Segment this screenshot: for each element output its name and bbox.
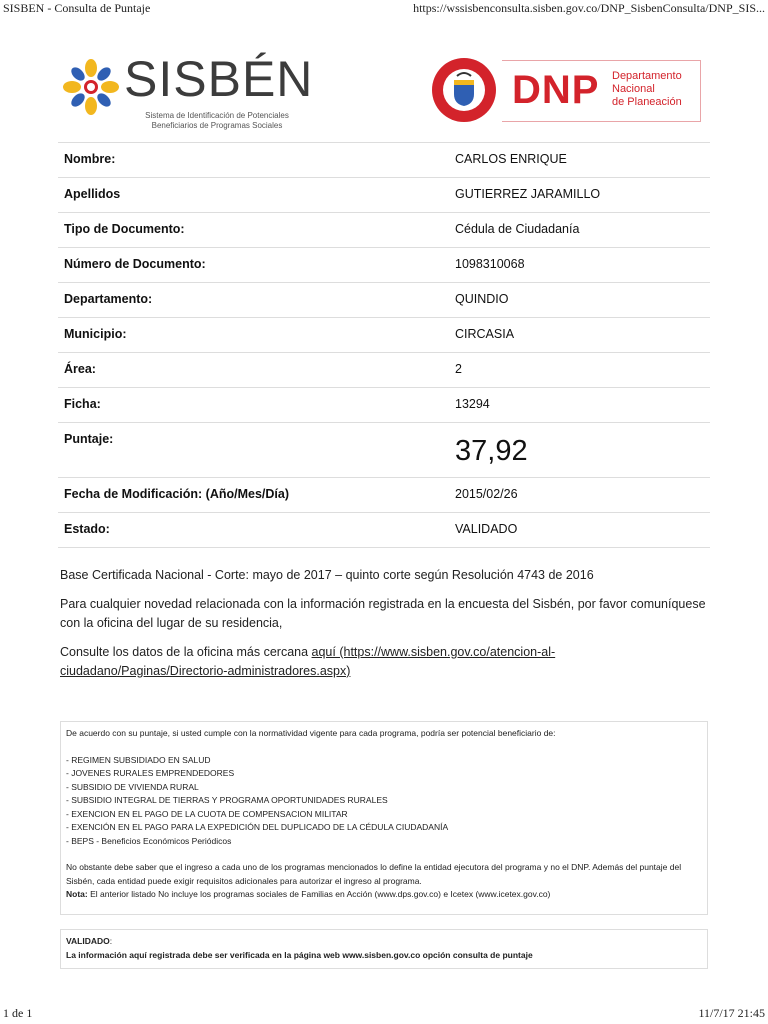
colombia-seal-icon — [430, 56, 498, 124]
table-row — [58, 283, 710, 318]
nota-label: Nota: — [66, 889, 88, 899]
row-label: Apellidos — [64, 187, 121, 201]
sisben-logo — [60, 51, 330, 134]
obstante-text: No obstante debe saber que el ingreso a cada uno de los programas mencionados lo define la entidad ejecutora del programa y no el DNP. Además del puntaje del Sisbén, cada entidad puede exigir requisitos adicionales para autorizar el ingreso al programa. — [66, 862, 682, 886]
print-footer — [0, 1006, 768, 1022]
nota-line — [66, 888, 702, 902]
row-label: Número de Documento: — [64, 257, 206, 271]
row-label: Área: — [64, 362, 96, 376]
row-value: VALIDADO — [455, 522, 518, 536]
row-label: Puntaje: — [64, 432, 114, 446]
dnp-subtitle-line: Nacional — [612, 83, 655, 95]
table-row — [58, 478, 710, 513]
row-label: Ficha: — [64, 397, 101, 411]
nota-text: El anterior listado No incluye los programas sociales de Familias en Acción (www.dps.gov.co) e Icetex (www.icetex.gov.co) — [87, 889, 551, 899]
validado-colon: : — [109, 936, 113, 946]
table-row — [58, 142, 710, 178]
row-label: Departamento: — [64, 292, 153, 306]
validado-text: La información aquí registrada debe ser verificada en la página web www.sisben.gov.co opción consulta de puntaje — [66, 949, 533, 960]
base-certificada-text: Base Certificada Nacional - Corte: mayo de 2017 – quinto corte según Resolución 4743 de 2016 — [60, 568, 594, 582]
table-row — [58, 178, 710, 213]
row-value: 1098310068 — [455, 257, 525, 271]
beneficios-intro: De acuerdo con su puntaje, si usted cumple con la normatividad vigente para cada programa, podría ser potencial beneficiario de: — [66, 728, 556, 738]
validado-box — [60, 929, 708, 969]
row-value: CIRCASIA — [455, 327, 515, 341]
row-label: Municipio: — [64, 327, 127, 341]
row-value: 13294 — [455, 397, 490, 411]
row-label: Estado: — [64, 522, 110, 536]
consulte-text: Consulte los datos de la oficina más cercana — [60, 645, 312, 659]
row-label: Fecha de Modificación: (Año/Mes/Día) — [64, 487, 290, 501]
table-row — [58, 213, 710, 248]
list-item: - EXENCION EN EL PAGO DE LA CUOTA DE COMPENSACION MILITAR — [66, 808, 348, 819]
table-row — [58, 318, 710, 353]
row-value: GUTIERREZ JARAMILLO — [455, 187, 601, 201]
row-value: 2015/02/26 — [455, 487, 518, 501]
info-table — [58, 142, 710, 548]
dnp-subtitle-line: de Planeación — [612, 96, 682, 108]
validado-label: VALIDADO — [66, 936, 110, 946]
print-header — [0, 1, 768, 17]
sisben-subtitle: Sistema de Identificación de Potenciales Beneficiarios de Programas Sociales — [145, 111, 289, 130]
row-value: CARLOS ENRIQUE — [455, 152, 567, 166]
list-item: - REGIMEN SUBSIDIADO EN SALUD — [66, 754, 211, 765]
list-item: - EXENCIÓN EN EL PAGO PARA LA EXPEDICIÓN DEL DUPLICADO DE LA CÉDULA CIUDADANÍA — [66, 822, 449, 832]
row-value: 2 — [455, 362, 462, 376]
programas-list — [66, 754, 702, 849]
novedad-text: Para cualquier novedad relacionada con la información registrada en la encuesta del Sisbén, por favor comuníquese con la oficina del lugar de su residencia, — [60, 597, 706, 630]
row-label: Nombre: — [64, 152, 116, 166]
list-item: - SUBSIDIO INTEGRAL DE TIERRAS Y PROGRAMA OPORTUNIDADES RURALES — [66, 795, 388, 805]
print-url: https://wssisbenconsulta.sisben.gov.co/DNP_SisbenConsulta/DNP_SIS... — [413, 1, 765, 15]
page-number: 1 de 1 — [3, 1006, 33, 1020]
dnp-wordmark: DNP — [512, 68, 600, 112]
row-value: QUINDIO — [455, 292, 509, 306]
table-row — [58, 513, 710, 548]
table-row — [58, 248, 710, 283]
list-item: - SUBSIDIO DE VIVIENDA RURAL — [66, 781, 199, 792]
row-value: Cédula de Ciudadanía — [455, 222, 580, 236]
oficina-link[interactable]: aquí (https://www.sisben.gov.co/atencion-al-ciudadano/Paginas/Directorio-administradores.aspx) — [60, 645, 556, 678]
consulte-paragraph — [60, 643, 710, 681]
list-item: - JOVENES RURALES EMPRENDEDORES — [66, 768, 235, 778]
puntaje-value: 37,92 — [455, 435, 528, 467]
print-title: SISBEN - Consulta de Puntaje — [3, 1, 151, 15]
table-row — [58, 353, 710, 388]
dnp-subtitle — [612, 70, 682, 109]
sisben-flower-icon — [60, 56, 122, 118]
dnp-logo — [430, 58, 700, 123]
print-datetime: 11/7/17 21:45 — [698, 1006, 765, 1020]
table-row-puntaje — [58, 423, 710, 478]
validado-heading — [66, 935, 702, 949]
sisben-wordmark: SISBÉN — [124, 51, 314, 107]
table-row — [58, 388, 710, 423]
dnp-subtitle-line: Departamento — [612, 70, 682, 82]
row-label: Tipo de Documento: — [64, 222, 185, 236]
beneficios-box — [60, 721, 708, 915]
list-item: - BEPS - Beneficios Económicos Periódicos — [66, 835, 232, 846]
